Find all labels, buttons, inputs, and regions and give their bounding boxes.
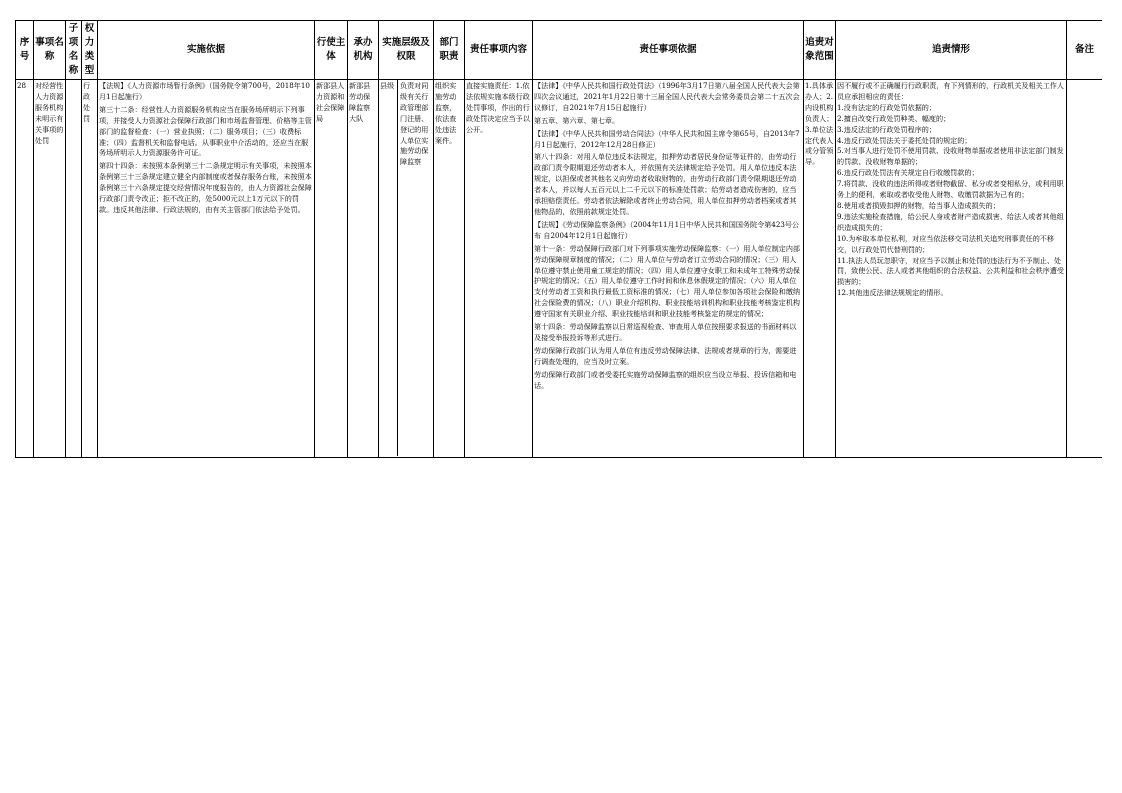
cell-resp-basis (533, 80, 804, 458)
situation-line: 2.擅自改变行政处罚种类、幅度的； (837, 113, 951, 123)
header-row (16, 21, 1103, 80)
situation-line: 因不履行或不正确履行行政职责，有下列情形的，行政机关及相关工作人员应承担相应的责任： (837, 81, 1064, 101)
header-scope: 追责对象范围 (804, 21, 836, 80)
table-row (16, 80, 1103, 458)
situation-line: 10.为牟取本单位私利，对应当依法移交司法机关追究刑事责任的不移交，以行政处罚代替刑罚的； (837, 233, 1054, 254)
header-resp-content: 责任事项内容 (465, 21, 533, 80)
situation-line: 8.使用或者损毁扣押的财物，给当事人造成损失的； (837, 200, 1000, 210)
header-item-name: 事项名称 (34, 21, 66, 80)
situation-line: 12.其他违反法律法规规定的情形。 (837, 288, 948, 298)
resp-basis-para: 第五章、第六章、第七章。 (534, 115, 620, 125)
cell-sub-item-name (66, 80, 82, 458)
header-basis: 实施依据 (98, 21, 315, 80)
responsibility-list-table (15, 20, 1102, 458)
cell-dept-duty: 组织实施劳动监察，依法查处违法案件。 (434, 80, 465, 458)
level-tier: 县级 (379, 80, 398, 456)
header-sub-item-name: 子项名称 (66, 21, 82, 80)
header-dept-duty: 部门职责 (434, 21, 465, 80)
header-level: 实施层级及权限 (379, 21, 434, 80)
document-table-area (15, 20, 1102, 458)
basis-para: 【法规】《人力资源市场暂行条例》（国务院令第700号，2018年10月1日起施行） (99, 81, 310, 101)
cell-basis (98, 80, 315, 458)
cell-subject: 新邵县人力资源和社会保障局 (315, 80, 348, 458)
resp-basis-para: 劳动保障行政部门或者受委托实施劳动保障监察的组织应当设立举报、投诉信箱和电话。 (534, 369, 797, 390)
situation-line: 6.违反行政处罚法有关规定自行收缴罚款的； (837, 168, 979, 178)
resp-basis-para: 【法律】《中华人民共和国劳动合同法》（中华人民共和国主席令第65号，自2013年7月1日起施行，2012年12月28日修正） (534, 128, 800, 149)
cell-seq: 28 (16, 80, 34, 458)
situation-line: 1.没有法定的行政处罚依据的； (837, 102, 936, 112)
resp-basis-para: 第十一条：劳动保障行政部门对下列事项实施劳动保障监察：（一）用人单位制定内部劳动保障规章制度的情况；（二）用人单位与劳动者订立劳动合同的情况；（三）用人单位遵守禁止使用童工规定的情况；（四）用人单位遵守女职工和未成年工特殊劳动保护规定的情况；（五）用人单位遵守工作时间和休息休假规定的情况；（六）用人单位支付劳动者工资和执行最低工资标准的情况；（七）用人单位参加各项社会保险和缴纳社会保险费的情况；（八）职业介绍机构、职业技能培训机构和职业技能考核鉴定机构遵守国家有关职业介绍、职业技能培训和职业技能考核鉴定的规定的情况； (534, 243, 801, 319)
situation-line: 7.将罚款、没收的违法所得或者财物截留、私分或者变相私分，或利用职务上的便利，索取或者收受他人财物、收缴罚款据为己有的； (837, 179, 1064, 200)
cell-note (1067, 80, 1103, 458)
situation-line: 9.违法实施检查措施，给公民人身或者财产造成损害、给法人或者其他组织造成损失的； (837, 211, 1064, 232)
situation-line: 4.违反行政处罚法关于委托处罚的规定的； (837, 135, 972, 145)
cell-item-name: 对经营性人力资源服务机构未明示有关事项的处罚 (34, 80, 66, 458)
resp-basis-para: 劳动保障行政部门认为用人单位有违反劳动保障法律、法规或者规章的行为，需要进行调查处理的，应当及时立案。 (534, 345, 797, 366)
basis-para: 第四十四条：未按照本条例第三十二条规定明示有关事项，未按照本条例第三十三条规定建立健全内部制度或者保存服务台账，未按照本条例第三十六条规定提交经营情况年度报告的，由人力资源社会保障行政部门责令改正；拒不改正的，处5000元以上1万元以下的罚款。违反其他法律、行政法规的，由有关主管部门依法给予处罚。 (99, 161, 312, 214)
situation-line: 3.违反法定的行政处罚程序的； (837, 124, 936, 134)
cell-situation (836, 80, 1067, 458)
header-subject: 行使主体 (315, 21, 348, 80)
header-situation: 追责情形 (836, 21, 1067, 80)
resp-basis-para: 【法规】《劳动保障监察条例》（2004年11月1日中华人民共和国国务院令第423号公布 自2004年12月1日起施行） (534, 219, 800, 240)
cell-scope: 1.具体承办人；2.内设机构负责人；3.单位法定代表人或分管领导。 (804, 80, 836, 458)
resp-basis-para: 第八十四条：对用人单位违反本法规定，扣押劳动者居民身份证等证件的，由劳动行政部门责令限期退还劳动者本人，并依照有关法律规定给予处罚。用人单位违反本法规定，以担保或者其他名义向劳动者收取财物的，由劳动行政部门责令限期退还劳动者本人，并以每人五百元以上二千元以下的标准处罚款；给劳动者造成伤害的，应当承担赔偿责任。劳动者依法解除或者终止劳动合同，用人单位扣押劳动者档案或者其他物品的，依照前款规定处罚。 (534, 152, 797, 216)
cell-resp-content: 直接实施责任：1.依法依规实施本级行政处罚事项，作出的行政处罚决定应当予以公开。 (465, 80, 533, 458)
situation-line: 11.执法人员玩忽职守，对应当予以制止和处罚的违法行为不予制止、处罚，致使公民、法人或者其他组织的合法权益、公共利益和社会秩序遭受损害的； (837, 255, 1064, 287)
header-agency: 承办机构 (348, 21, 379, 80)
level-authority: 负责对同级有关行政管理部门注册、登记的用人单位实施劳动保障监察 (400, 81, 429, 167)
header-seq: 序号 (16, 21, 34, 80)
header-power-type: 权力类型 (82, 21, 98, 80)
cell-power-type: 行政处罚 (82, 80, 98, 458)
header-note: 备注 (1067, 21, 1103, 80)
resp-basis-para: 第十四条：劳动保障监察以日常巡视检查、审查用人单位按照要求报送的书面材料以及接受举报投诉等形式进行。 (534, 322, 797, 342)
resp-basis-para: 【法律】《中华人民共和国行政处罚法》（1996年3月17日第八届全国人民代表大会第四次会议通过，2021年1月22日第十三届全国人民代表大会常务委员会第二十五次会议修订，自2021年7月15日起施行） (534, 81, 800, 112)
basis-para: 第三十二条：经营性人力资源服务机构应当在服务场所明示下列事项，并接受人力资源社会保障行政部门和市场监督管理、价格等主管部门的监督检查：（一）营业执照；（二）服务项目；（三）收费标准；（四）监督机关和监督电话。从事职业中介活动的，还应当在服务场所明示人力资源服务许可证。 (99, 104, 312, 158)
header-resp-basis: 责任事项依据 (533, 21, 804, 80)
cell-level (379, 80, 434, 458)
cell-agency: 新邵县劳动保障监察大队 (348, 80, 379, 458)
situation-line: 5.对当事人进行处罚不使用罚款、没收财物单据或者使用非法定部门制发的罚款、没收财物单据的； (837, 146, 1064, 167)
